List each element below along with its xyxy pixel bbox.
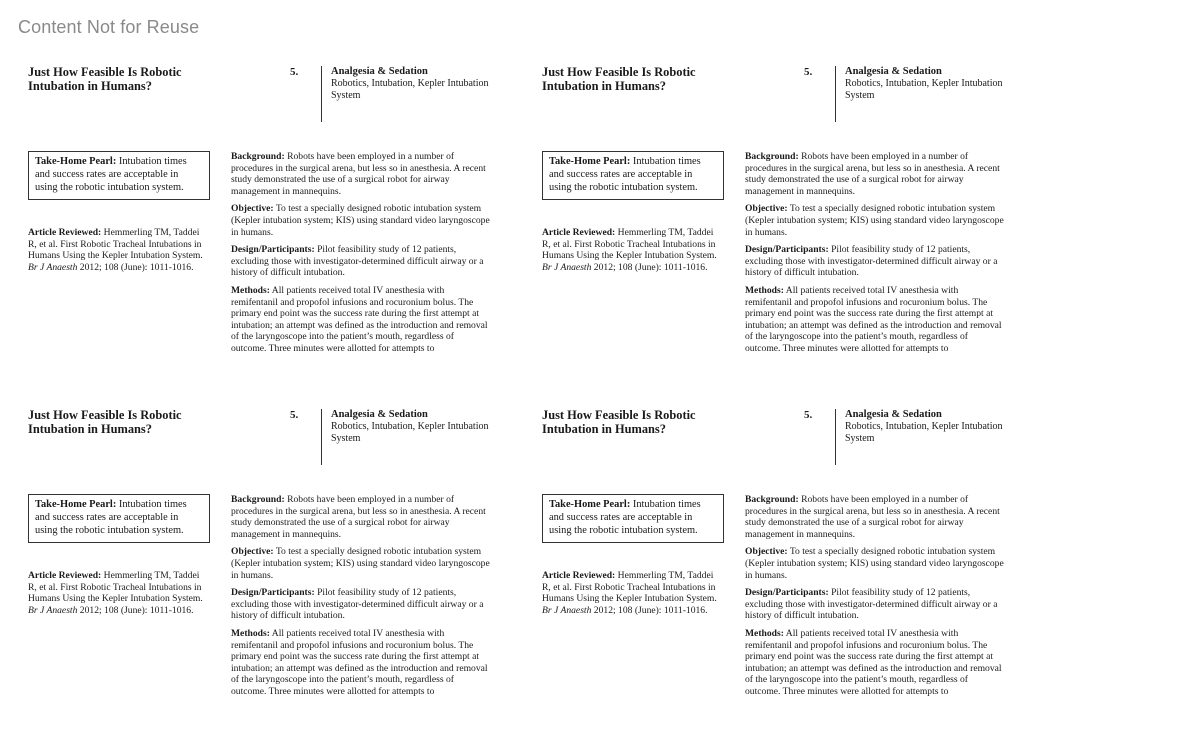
reviewed-label: Article Reviewed: xyxy=(542,227,616,238)
reviewed-journal: Br J Anaesth xyxy=(28,604,78,616)
objective-paragraph xyxy=(231,203,491,238)
pearl-label: Take-Home Pearl: xyxy=(35,499,117,510)
background-text: Robots have been employed in a number of procedures in the surgical arena, but less so in anesthesia. A recent study demonstrated the use of a surgical robot for airway management in mannequins. xyxy=(745,494,1000,540)
article-title: Just How Feasible Is Robotic Intubation in Humans? xyxy=(28,408,182,436)
methods-text: All patients received total IV anesthesia with remifentanil and propofol infusions and rocuronium bolus. The primary end point was the success rate during the first attempt at intubation; an attempt was defined as the introduction and removal of the laryngoscope into the patient’s mouth, regardless of outcome. Three minutes were allotted for attempts to xyxy=(231,284,488,354)
objective-label: Objective: xyxy=(231,203,274,215)
design-paragraph xyxy=(231,244,491,279)
reviewed-citation: 2012; 108 (June): 1011-1016. xyxy=(79,604,194,616)
objective-text: To test a specially designed robotic intubation system (Kepler intubation system; KIS) using standard video laryngoscope in humans. xyxy=(231,546,490,581)
reviewed-journal: Br J Anaesth xyxy=(28,261,78,273)
category-block xyxy=(331,409,511,445)
category-keywords: Robotics, Intubation, Kepler Intubation System xyxy=(845,421,1003,444)
divider xyxy=(321,409,322,465)
page-panel-bottom-left xyxy=(28,409,542,739)
background-paragraph xyxy=(231,494,491,540)
objective-label: Objective: xyxy=(745,203,788,215)
objective-paragraph xyxy=(231,546,491,581)
pearl-text: Intubation times and success rates are acceptable in using the robotic intubation system. xyxy=(549,499,701,536)
design-text: Pilot feasibility study of 12 patients, excluding those with investigator-determined difficult airway or a history of difficult intubation. xyxy=(745,587,998,622)
category-title: Analgesia & Sedation xyxy=(845,66,942,77)
reviewed-citation: 2012; 108 (June): 1011-1016. xyxy=(593,261,708,273)
pearl-text: Intubation times and success rates are acceptable in using the robotic intubation system. xyxy=(35,156,187,193)
objective-label: Objective: xyxy=(745,546,788,558)
abstract-body xyxy=(231,151,491,361)
abstract-body xyxy=(745,494,1005,704)
methods-paragraph xyxy=(231,628,491,698)
reviewed-label: Article Reviewed: xyxy=(28,227,102,238)
methods-text: All patients received total IV anesthesia with remifentanil and propofol infusions and rocuronium bolus. The primary end point was the success rate during the first attempt at intubation; an attempt was defined as the introduction and removal of the laryngoscope into the patient’s mouth, regardless of outcome. Three minutes were allotted for attempts to xyxy=(745,284,1002,354)
methods-paragraph xyxy=(745,285,1005,355)
page-panel-top-left xyxy=(28,66,542,396)
methods-text: All patients received total IV anesthesia with remifentanil and propofol infusions and rocuronium bolus. The primary end point was the success rate during the first attempt at intubation; an attempt was defined as the introduction and removal of the laryngoscope into the patient’s mouth, regardless of outcome. Three minutes were allotted for attempts to xyxy=(231,627,488,697)
methods-label: Methods: xyxy=(745,627,784,639)
pearl-text: Intubation times and success rates are acceptable in using the robotic intubation system. xyxy=(549,156,701,193)
methods-label: Methods: xyxy=(231,284,270,296)
methods-text: All patients received total IV anesthesia with remifentanil and propofol infusions and rocuronium bolus. The primary end point was the success rate during the first attempt at intubation; an attempt was defined as the introduction and removal of the laryngoscope into the patient’s mouth, regardless of outcome. Three minutes were allotted for attempts to xyxy=(745,627,1002,697)
design-text: Pilot feasibility study of 12 patients, excluding those with investigator-determined difficult airway or a history of difficult intubation. xyxy=(745,244,998,279)
reviewed-journal: Br J Anaesth xyxy=(542,261,592,273)
article-title: Just How Feasible Is Robotic Intubation in Humans? xyxy=(28,65,182,93)
chapter-number: 5. xyxy=(290,66,299,78)
objective-text: To test a specially designed robotic intubation system (Kepler intubation system; KIS) using standard video laryngoscope in humans. xyxy=(231,203,490,238)
design-text: Pilot feasibility study of 12 patients, excluding those with investigator-determined difficult airway or a history of difficult intubation. xyxy=(231,244,484,279)
methods-label: Methods: xyxy=(231,627,270,639)
category-keywords: Robotics, Intubation, Kepler Intubation System xyxy=(331,421,489,444)
pearl-label: Take-Home Pearl: xyxy=(549,156,631,167)
design-label: Design/Participants: xyxy=(231,244,315,256)
background-paragraph xyxy=(745,494,1005,540)
methods-paragraph xyxy=(231,285,491,355)
background-label: Background: xyxy=(745,494,799,505)
take-home-pearl-box xyxy=(28,494,210,543)
article-reviewed xyxy=(542,227,724,273)
reviewed-citation: 2012; 108 (June): 1011-1016. xyxy=(79,261,194,273)
reviewed-label: Article Reviewed: xyxy=(28,570,102,581)
category-title: Analgesia & Sedation xyxy=(845,409,942,420)
reviewed-authors: Hemmerling TM, Taddei R, et al. First Robotic Tracheal Intubations in Humans Using the Kepler Intubation System. xyxy=(542,227,717,262)
watermark-banner: Content Not for Reuse xyxy=(18,17,200,37)
category-title: Analgesia & Sedation xyxy=(331,409,428,420)
reviewed-label: Article Reviewed: xyxy=(542,570,616,581)
objective-paragraph xyxy=(745,546,1005,581)
category-keywords: Robotics, Intubation, Kepler Intubation System xyxy=(331,78,489,101)
article-reviewed xyxy=(28,570,210,616)
pearl-label: Take-Home Pearl: xyxy=(35,156,117,167)
abstract-body xyxy=(231,494,491,704)
background-label: Background: xyxy=(231,494,285,505)
reviewed-journal: Br J Anaesth xyxy=(542,604,592,616)
reviewed-citation: 2012; 108 (June): 1011-1016. xyxy=(593,604,708,616)
category-block xyxy=(845,66,1025,102)
reviewed-authors: Hemmerling TM, Taddei R, et al. First Robotic Tracheal Intubations in Humans Using the Kepler Intubation System. xyxy=(28,227,203,262)
objective-text: To test a specially designed robotic intubation system (Kepler intubation system; KIS) using standard video laryngoscope in humans. xyxy=(745,546,1004,581)
category-block xyxy=(331,66,511,102)
article-reviewed xyxy=(542,570,724,616)
pearl-text: Intubation times and success rates are acceptable in using the robotic intubation system. xyxy=(35,499,187,536)
take-home-pearl-box xyxy=(542,494,724,543)
background-text: Robots have been employed in a number of procedures in the surgical arena, but less so in anesthesia. A recent study demonstrated the use of a surgical robot for airway management in mannequins. xyxy=(231,151,486,197)
divider xyxy=(835,409,836,465)
background-text: Robots have been employed in a number of procedures in the surgical arena, but less so in anesthesia. A recent study demonstrated the use of a surgical robot for airway management in mannequins. xyxy=(231,494,486,540)
design-label: Design/Participants: xyxy=(745,244,829,256)
design-paragraph xyxy=(231,587,491,622)
background-paragraph xyxy=(231,151,491,197)
take-home-pearl-box xyxy=(542,151,724,200)
design-paragraph xyxy=(745,587,1005,622)
page-panel-top-right xyxy=(542,66,1056,396)
design-text: Pilot feasibility study of 12 patients, excluding those with investigator-determined difficult airway or a history of difficult intubation. xyxy=(231,587,484,622)
background-label: Background: xyxy=(231,151,285,162)
abstract-body xyxy=(745,151,1005,361)
methods-label: Methods: xyxy=(745,284,784,296)
objective-paragraph xyxy=(745,203,1005,238)
category-title: Analgesia & Sedation xyxy=(331,66,428,77)
reviewed-authors: Hemmerling TM, Taddei R, et al. First Robotic Tracheal Intubations in Humans Using the Kepler Intubation System. xyxy=(542,570,717,605)
objective-text: To test a specially designed robotic intubation system (Kepler intubation system; KIS) using standard video laryngoscope in humans. xyxy=(745,203,1004,238)
background-paragraph xyxy=(745,151,1005,197)
methods-paragraph xyxy=(745,628,1005,698)
chapter-number: 5. xyxy=(804,409,813,421)
article-title: Just How Feasible Is Robotic Intubation in Humans? xyxy=(542,408,696,436)
design-label: Design/Participants: xyxy=(231,587,315,599)
article-title: Just How Feasible Is Robotic Intubation in Humans? xyxy=(542,65,696,93)
take-home-pearl-box xyxy=(28,151,210,200)
divider xyxy=(321,66,322,122)
category-keywords: Robotics, Intubation, Kepler Intubation System xyxy=(845,78,1003,101)
page-panel-bottom-right xyxy=(542,409,1056,739)
design-paragraph xyxy=(745,244,1005,279)
article-reviewed xyxy=(28,227,210,273)
pearl-label: Take-Home Pearl: xyxy=(549,499,631,510)
background-label: Background: xyxy=(745,151,799,162)
objective-label: Objective: xyxy=(231,546,274,558)
background-text: Robots have been employed in a number of procedures in the surgical arena, but less so in anesthesia. A recent study demonstrated the use of a surgical robot for airway management in mannequins. xyxy=(745,151,1000,197)
chapter-number: 5. xyxy=(290,409,299,421)
chapter-number: 5. xyxy=(804,66,813,78)
reviewed-authors: Hemmerling TM, Taddei R, et al. First Robotic Tracheal Intubations in Humans Using the Kepler Intubation System. xyxy=(28,570,203,605)
design-label: Design/Participants: xyxy=(745,587,829,599)
category-block xyxy=(845,409,1025,445)
divider xyxy=(835,66,836,122)
